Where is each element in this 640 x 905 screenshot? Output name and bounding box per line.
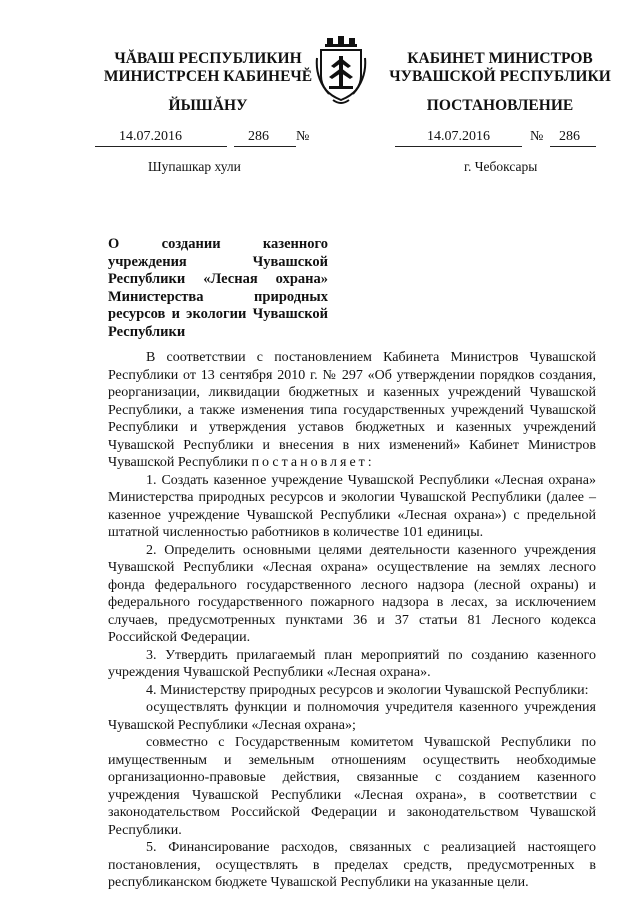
intro-text: В соответствии с постановлением Кабинета Министров Чувашской Республики от 13 сентября 2010 г. № 297 «Об утверждении порядков создания, реорганизации, ликвидации бюджетных и казенных учреждений Чувашской Республики, а также изменения типа государственных учреждений Чувашской Республики и утверждения уставов бюджетных и казенных учреждений Чувашской Республики и внесения в них изменений» Кабинет Министров Чувашской Республики <box>108 350 596 470</box>
issuer-russian-name <box>380 50 620 86</box>
number-field-left <box>234 130 296 147</box>
issuer-chuvash-line2: МИНИСТРСЕН КАБИНЕЧĔ <box>103 68 313 85</box>
body-paragraph-5: 5. Финансирование расходов, связанных с реализацией настоящего постановления, осуществлять в пределах средств, предусмотренных в республиканском бюджете Чувашской Республики на указанные цели. <box>108 840 596 890</box>
date-left: 14.07.2016 <box>119 129 182 144</box>
number-field-right <box>550 130 596 147</box>
body-paragraph-4: 4. Министерству природных ресурсов и экологии Чувашской Республики: <box>146 682 589 698</box>
resolve-word: постановляет: <box>251 455 375 470</box>
resolution-body <box>108 349 596 892</box>
issuer-russian-line1: КАБИНЕТ МИНИСТРОВ <box>407 50 593 67</box>
date-field-right <box>395 130 522 147</box>
number-right: 286 <box>559 129 580 144</box>
issuer-chuvash-name <box>88 50 328 86</box>
number-left: 286 <box>248 129 269 144</box>
issuer-russian-line2: ЧУВАШСКОЙ РЕСПУБЛИКИ <box>389 68 611 85</box>
body-paragraph-intro <box>108 349 596 472</box>
issuer-chuvash-line1: ЧĂВАШ РЕСПУБЛИКИН <box>114 50 302 67</box>
doc-type-russian: ПОСТАНОВЛЕНИЕ <box>426 97 574 114</box>
body-paragraph-1: 1. Создать казенное учреждение Чувашской Республики «Лесная охрана» Министерства природных ресурсов и экологии Чувашской Республики (далее – казенное учреждение Чувашской Республики «Лесная охрана») с предельной штатной численностью работников в количестве 101 единицы. <box>108 472 596 540</box>
doc-type-chuvash: ЙЫШĂНУ <box>168 97 248 114</box>
body-paragraph-3: 3. Утвердить прилагаемый план мероприятий по созданию казенного учреждения Чувашской Республики «Лесная охрана». <box>108 647 596 680</box>
city-chuvash: Шупашкар хули <box>148 159 241 174</box>
date-field-left <box>95 130 227 147</box>
city-russian: г. Чебоксары <box>464 159 538 174</box>
date-right: 14.07.2016 <box>427 129 490 144</box>
chuvash-coat-of-arms-icon <box>315 36 367 106</box>
body-paragraph-4a: осуществлять функции и полномочия учредителя казенного учреждения Чувашской Республики «Лесная охрана»; <box>108 700 596 733</box>
number-sign-right: № <box>530 129 544 144</box>
body-paragraph-2: 2. Определить основными целями деятельности казенного учреждения Чувашской Республики «Лесная охрана» осуществление на землях лесного фонда федерального государственного лесного надзора (лесной охраны) и федерального государственного пожарного надзора в лесах, за исключением случаев, предусмотренных пунктами 36 и 37 статьи 81 Лесного кодекса Российской Федерации. <box>108 542 596 645</box>
resolution-title: О создании казенного учреждения Чувашской Республики «Лесная охрана» Министерства природных ресурсов и экологии Чувашской Республики <box>108 236 328 340</box>
number-sign-left: № <box>296 129 310 144</box>
body-paragraph-4b: совместно с Государственным комитетом Чувашской Республики по имущественным и земельным отношениям осуществить необходимые организационно-правовые действия, связанные с созданием казенного учреждения Чувашской Республики «Лесная охрана», в соответствии с законодательством Российской Федерации и законодательством Чувашской Республики. <box>108 735 596 838</box>
